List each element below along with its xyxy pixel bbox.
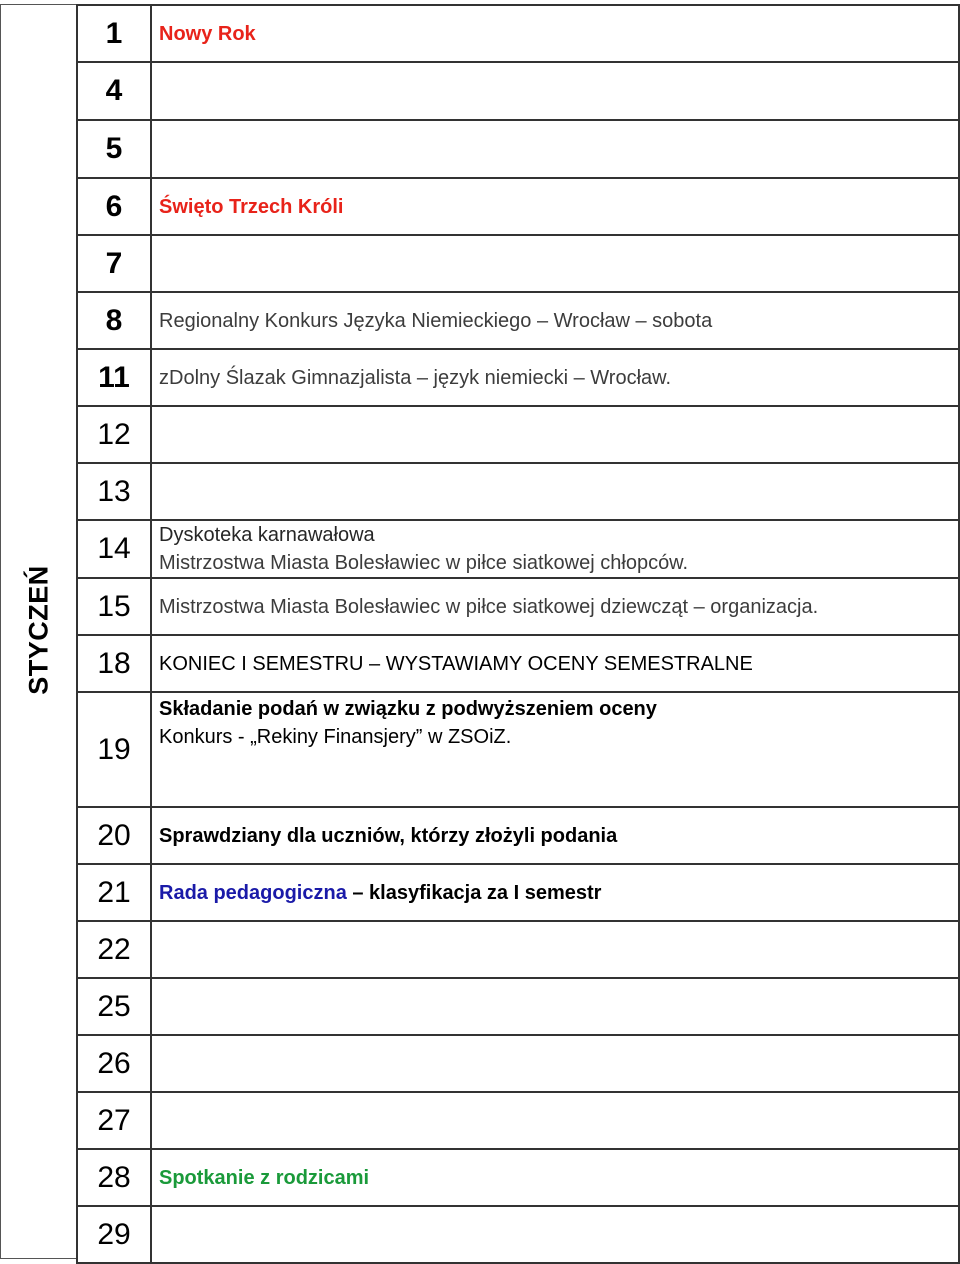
event-cell <box>151 5 959 62</box>
event-cell <box>151 463 959 520</box>
event-cell <box>151 635 959 692</box>
table-row <box>77 635 959 692</box>
day-cell: 11 <box>77 349 151 406</box>
day-cell: 19 <box>77 692 151 807</box>
day-cell: 5 <box>77 120 151 178</box>
event-text: Nowy Rok <box>159 22 256 45</box>
day-cell: 25 <box>77 978 151 1035</box>
table-row <box>77 463 959 520</box>
table-row <box>77 235 959 292</box>
table-row <box>77 692 959 807</box>
event-cell <box>151 1206 959 1263</box>
day-cell: 14 <box>77 520 151 578</box>
day-cell: 6 <box>77 178 151 235</box>
event-text: Mistrzostwa Miasta Bolesławiec w piłce siatkowej chłopców. <box>159 552 689 574</box>
day-cell: 18 <box>77 635 151 692</box>
table-row <box>77 807 959 864</box>
table-row <box>77 978 959 1035</box>
event-cell <box>151 178 959 235</box>
event-cell <box>151 921 959 978</box>
day-cell: 12 <box>77 406 151 463</box>
table-row <box>77 62 959 120</box>
event-cell <box>151 978 959 1035</box>
event-text: Spotkanie z rodzicami <box>159 1166 370 1189</box>
event-cell <box>151 235 959 292</box>
event-text: Konkurs - „Rekiny Finansjery” w ZSOiZ. <box>159 726 512 748</box>
event-cell <box>151 692 959 807</box>
day-cell: 21 <box>77 864 151 921</box>
event-cell <box>151 292 959 349</box>
event-text: Regionalny Konkurs Języka Niemieckiego – Wrocław – sobota <box>159 309 713 332</box>
event-cell <box>151 1092 959 1149</box>
event-cell <box>151 1035 959 1092</box>
table-row <box>77 406 959 463</box>
day-cell: 4 <box>77 62 151 120</box>
table-row <box>77 1035 959 1092</box>
day-cell: 22 <box>77 921 151 978</box>
table-row <box>77 1206 959 1263</box>
event-cell <box>151 807 959 864</box>
event-cell <box>151 864 959 921</box>
event-text: Składanie podań w związku z podwyższeniem oceny <box>159 698 657 720</box>
event-cell <box>151 62 959 120</box>
event-text: – klasyfikacja za I semestr <box>346 881 602 904</box>
event-text: Rada pedagogiczna <box>159 881 347 904</box>
table-row <box>77 1149 959 1206</box>
event-cell <box>151 406 959 463</box>
day-cell: 26 <box>77 1035 151 1092</box>
day-cell: 27 <box>77 1092 151 1149</box>
table-row <box>77 864 959 921</box>
event-text: Dyskoteka karnawałowa <box>159 524 375 546</box>
event-text: Święto Trzech Króli <box>159 195 344 218</box>
event-cell <box>151 520 959 578</box>
day-cell: 15 <box>77 578 151 635</box>
day-cell: 13 <box>77 463 151 520</box>
table-row <box>77 120 959 178</box>
month-label: STYCZEŃ <box>23 565 54 695</box>
table-row <box>77 578 959 635</box>
event-cell <box>151 578 959 635</box>
event-text: Sprawdziany dla uczniów, którzy złożyli podania <box>159 824 618 847</box>
day-cell: 28 <box>77 1149 151 1206</box>
day-cell: 29 <box>77 1206 151 1263</box>
day-cell: 8 <box>77 292 151 349</box>
day-cell: 1 <box>77 5 151 62</box>
table-row <box>77 1092 959 1149</box>
table-row <box>77 921 959 978</box>
event-text: zDolny Ślazak Gimnazjalista – język niemiecki – Wrocław. <box>159 366 672 389</box>
table-row <box>77 292 959 349</box>
table-row <box>77 349 959 406</box>
table-row <box>77 520 959 578</box>
event-cell <box>151 1149 959 1206</box>
event-cell <box>151 349 959 406</box>
event-text: Mistrzostwa Miasta Bolesławiec w piłce siatkowej dziewcząt – organizacja. <box>159 595 819 618</box>
table-row <box>77 5 959 62</box>
month-column <box>0 4 77 1259</box>
day-cell: 7 <box>77 235 151 292</box>
table-row <box>77 178 959 235</box>
event-cell <box>151 120 959 178</box>
event-text: KONIEC I SEMESTRU – WYSTAWIAMY OCENY SEMESTRALNE <box>159 652 753 675</box>
day-cell: 20 <box>77 807 151 864</box>
calendar-table <box>76 4 960 1264</box>
